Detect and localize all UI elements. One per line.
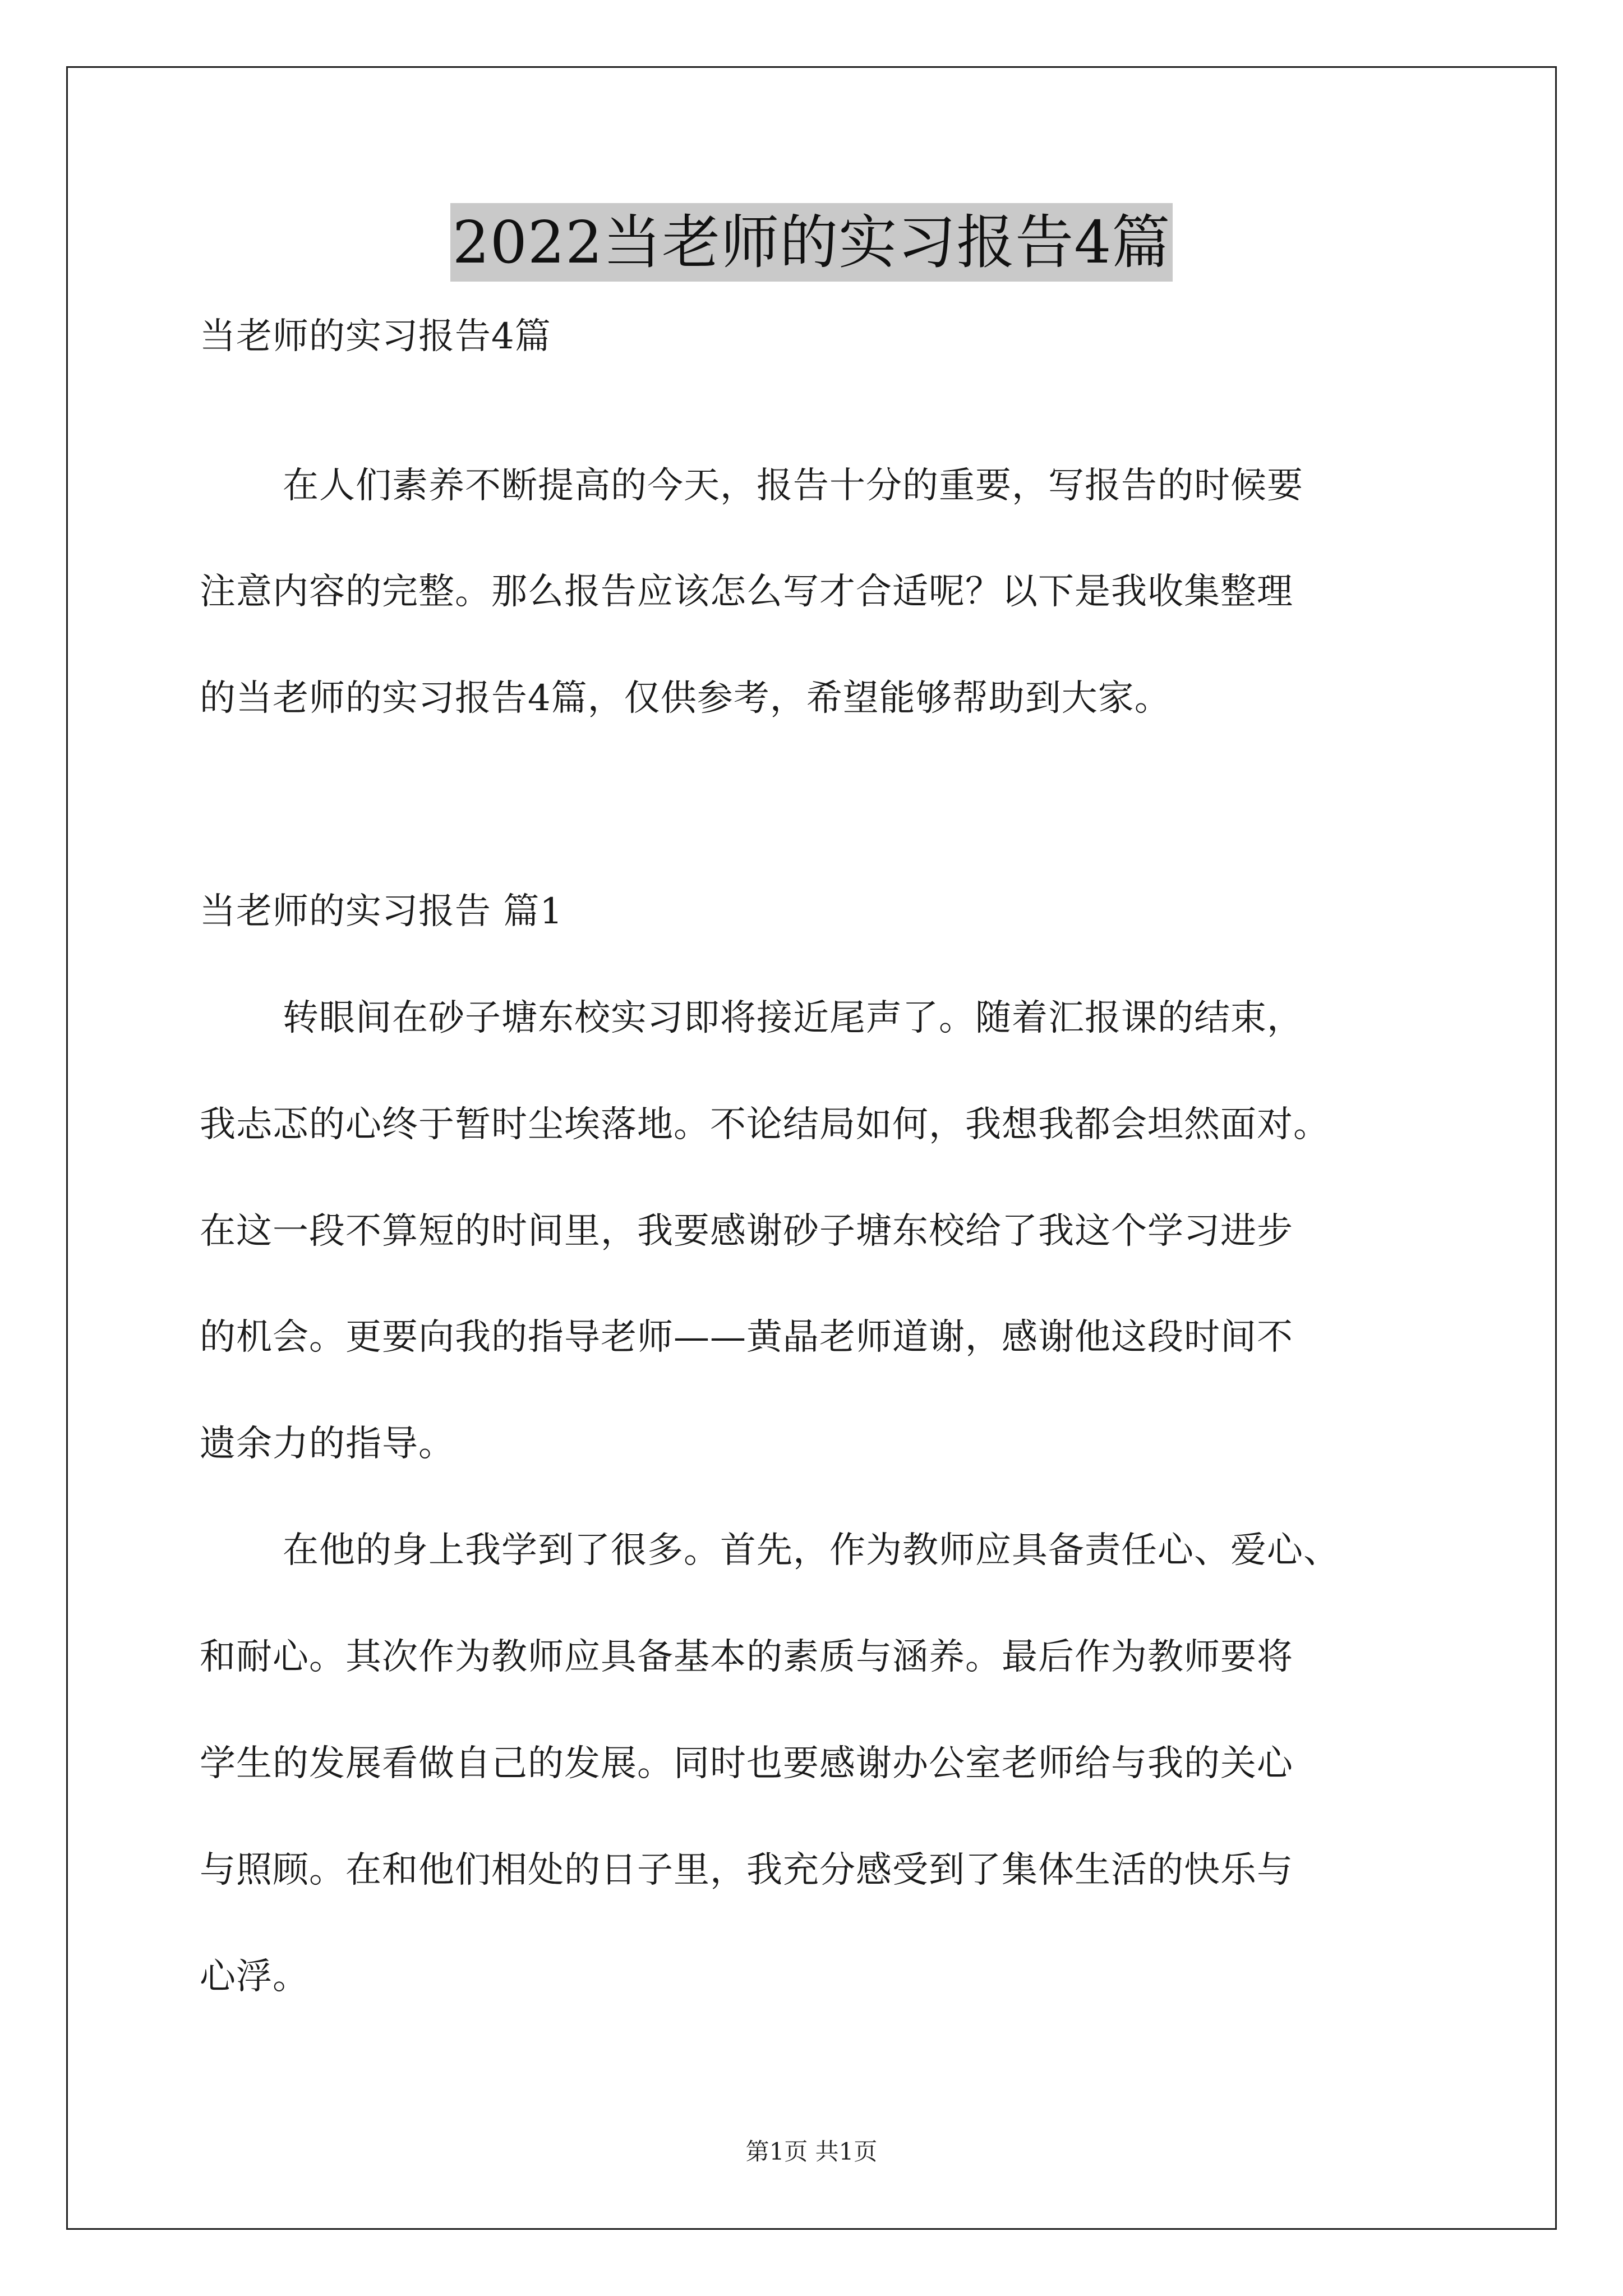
para1-line-4: 的机会。更要向我的指导老师——黄晶老师道谢，感谢他这段时间不 xyxy=(200,1317,1293,1358)
para1-line-2: 我忐忑的心终于暂时尘埃落地。不论结局如何，我想我都会坦然面对。 xyxy=(200,1104,1330,1145)
document-subtitle: 当老师的实习报告4篇 xyxy=(200,316,551,357)
para2-line-5: 心浮。 xyxy=(200,1956,309,1998)
para2-line-4: 与照顾。在和他们相处的日子里，我充分感受到了集体生活的快乐与 xyxy=(200,1849,1293,1891)
page-border xyxy=(66,66,1557,2230)
para2-line-3: 学生的发展看做自己的发展。同时也要感谢办公室老师给与我的关心 xyxy=(200,1743,1293,1784)
para2-line-2: 和耐心。其次作为教师应具备基本的素质与涵养。最后作为教师要将 xyxy=(200,1636,1293,1678)
intro-line-3: 的当老师的实习报告4篇，仅供参考，希望能够帮助到大家。 xyxy=(200,678,1171,719)
title-container xyxy=(0,203,1623,282)
para2-line-1: 在他的身上我学到了很多。首先，作为教师应具备责任心、爱心、 xyxy=(283,1530,1340,1571)
page-footer: 第1页 共1页 xyxy=(745,2138,878,2165)
section-heading-1: 当老师的实习报告 篇1 xyxy=(200,891,564,932)
para1-line-1: 转眼间在砂子塘东校实习即将接近尾声了。随着汇报课的结束， xyxy=(283,997,1303,1039)
para1-line-3: 在这一段不算短的时间里，我要感谢砂子塘东校给了我这个学习进步 xyxy=(200,1211,1293,1252)
document-title: 2022当老师的实习报告4篇 xyxy=(450,203,1173,282)
intro-line-1: 在人们素养不断提高的今天，报告十分的重要，写报告的时候要 xyxy=(283,465,1303,507)
para1-line-5: 遗余力的指导。 xyxy=(200,1423,455,1465)
intro-line-2: 注意内容的完整。那么报告应该怎么写才合适呢？以下是我收集整理 xyxy=(200,571,1293,613)
